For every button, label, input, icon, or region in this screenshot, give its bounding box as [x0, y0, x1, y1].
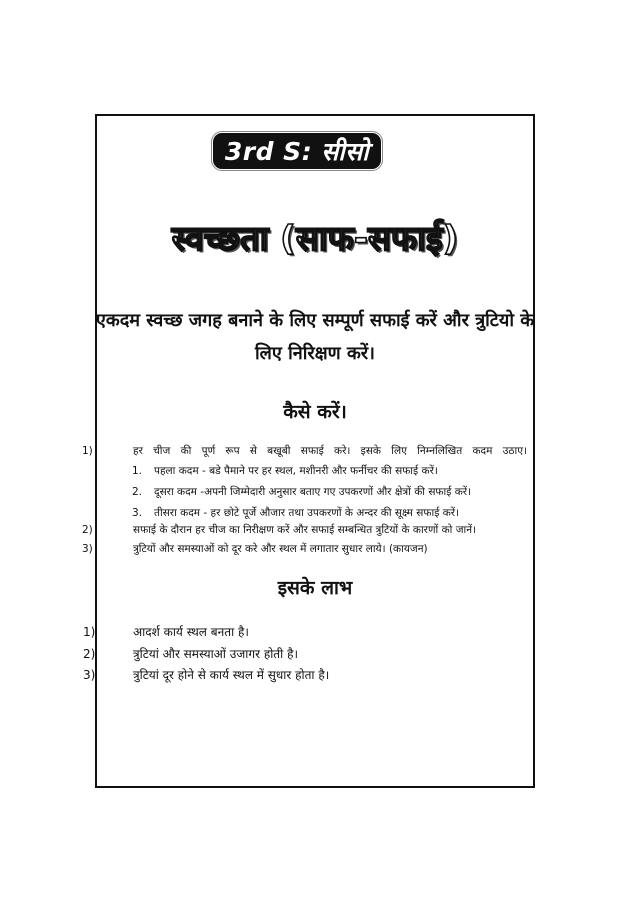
benefit-item	[83, 623, 535, 642]
benefit-number: 3)	[83, 668, 96, 682]
sub-step-item	[95, 505, 535, 522]
benefit-number: 2)	[83, 647, 96, 661]
benefit-number: 1)	[83, 625, 96, 639]
benefit-text: त्रुटियां और समस्याओं उजागर होती है।	[133, 647, 298, 661]
step-item	[82, 443, 535, 460]
step-number: 1)	[82, 445, 93, 457]
step-item	[82, 522, 535, 539]
benefit-item	[83, 666, 535, 685]
sub-step-number: 3.	[132, 507, 143, 519]
step-text: सफाई के दौरान हर चीज का निरीक्षण करें और सफाई सम्बन्धित त्रुटियों के कारणों को जानें।	[133, 524, 477, 536]
benefit-item	[83, 645, 535, 664]
benefit-text: त्रुटियां दूर होने से कार्य स्थल में सुधार होता है।	[133, 668, 330, 682]
page-title: स्वच्छता (साफ-सफाई)	[171, 219, 459, 259]
step-text: हर चीज की पूर्ण रूप से बखूबी सफाई करे। इसके लिए निम्नलिखित कदम उठाए।	[133, 445, 527, 457]
step-number: 2)	[82, 524, 93, 536]
sub-step-item	[95, 484, 535, 501]
intro-text: एकदम स्वच्छ जगह बनाने के लिए सम्पूर्ण सफाई करें और त्रुटियो के लिए निरिक्षण करें।	[95, 310, 535, 364]
benefit-text: आदर्श कार्य स्थल बनता है।	[133, 625, 249, 639]
sub-step-text: तीसरा कदम - हर छोटे पूर्जे औजार तथा उपकरणों के अन्दर की सूक्ष्म सफाई करें।	[154, 507, 460, 519]
step-number: 3)	[82, 543, 93, 555]
how-heading: कैसे करें।	[283, 401, 347, 423]
sub-step-text: पहला कदम - बडे पैमाने पर हर स्थल, मशीनरी और फर्नीचर की सफाई करें।	[154, 465, 438, 477]
sub-step-text: दूसरा कदम -अपनी जिम्मेदारी अनुसार बताए गए उपकरणों और क्षेत्रों की सफाई करें।	[154, 486, 472, 498]
sub-step-item	[95, 463, 535, 480]
benefits-heading: इसके लाभ	[277, 577, 353, 599]
sub-step-number: 1.	[132, 465, 143, 477]
section-badge: 3rd S: सीसो	[213, 133, 381, 169]
step-text: त्रुटियों और समस्याओं को दूर करे और स्थल में लगातार सुधार लाये। (कायजन)	[133, 543, 428, 555]
sub-step-number: 2.	[132, 486, 143, 498]
step-item	[82, 541, 535, 558]
